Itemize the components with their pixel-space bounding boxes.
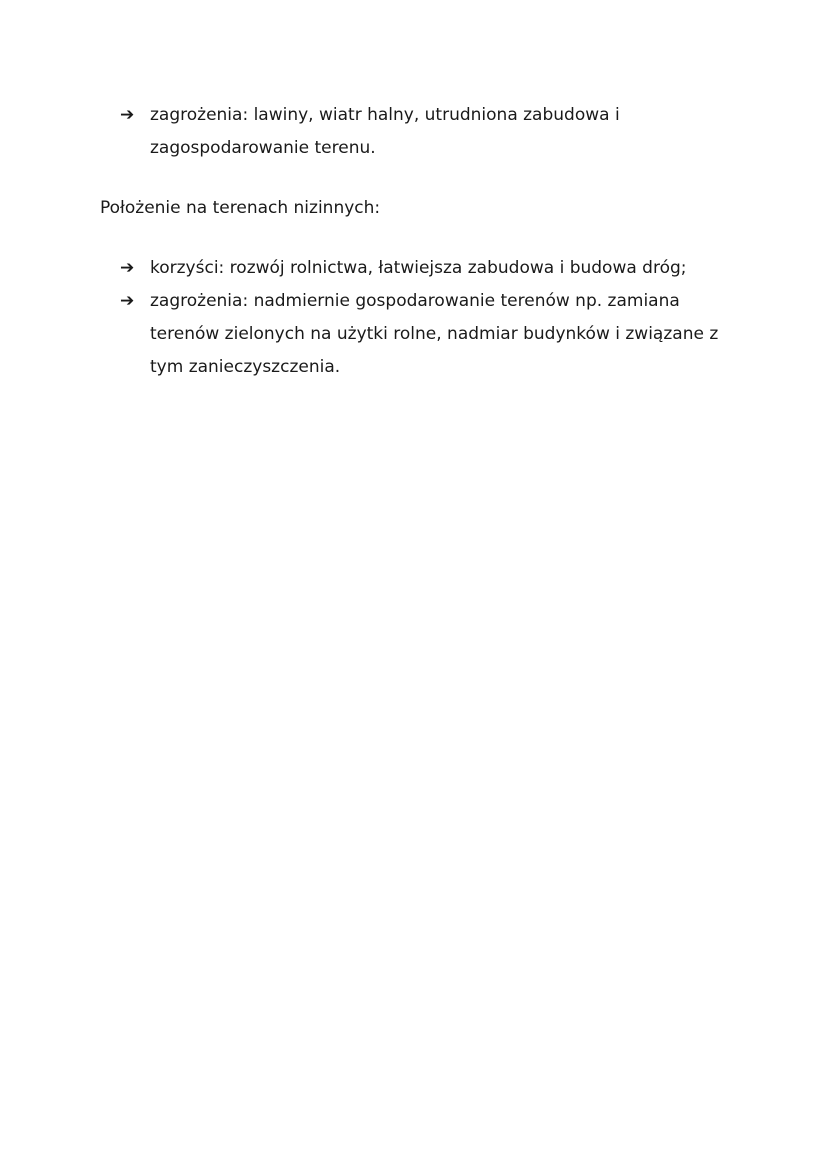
list-item [120,252,750,285]
arrow-right-icon: ➔ [120,291,135,311]
lowland-list [120,252,750,384]
arrow-right-icon: ➔ [120,258,135,278]
arrow-right-icon: ➔ [120,105,135,125]
section-heading: Położenie na terenach nizinnych: [100,198,381,218]
list-item [120,99,750,165]
list-item [120,285,750,384]
mountain-threats-list [120,99,750,165]
list-item-text: korzyści: rozwój rolnictwa, łatwiejsza zabudowa i budowa dróg; [150,258,687,278]
list-item-text: zagrożenia: nadmiernie gospodarowanie terenów np. zamiana terenów zielonych na użytki rolne, nadmiar budynków i związane z tym zanieczyszczenia. [150,291,719,377]
list-item-text: zagrożenia: lawiny, wiatr halny, utrudniona zabudowa i zagospodarowanie terenu. [150,105,620,158]
